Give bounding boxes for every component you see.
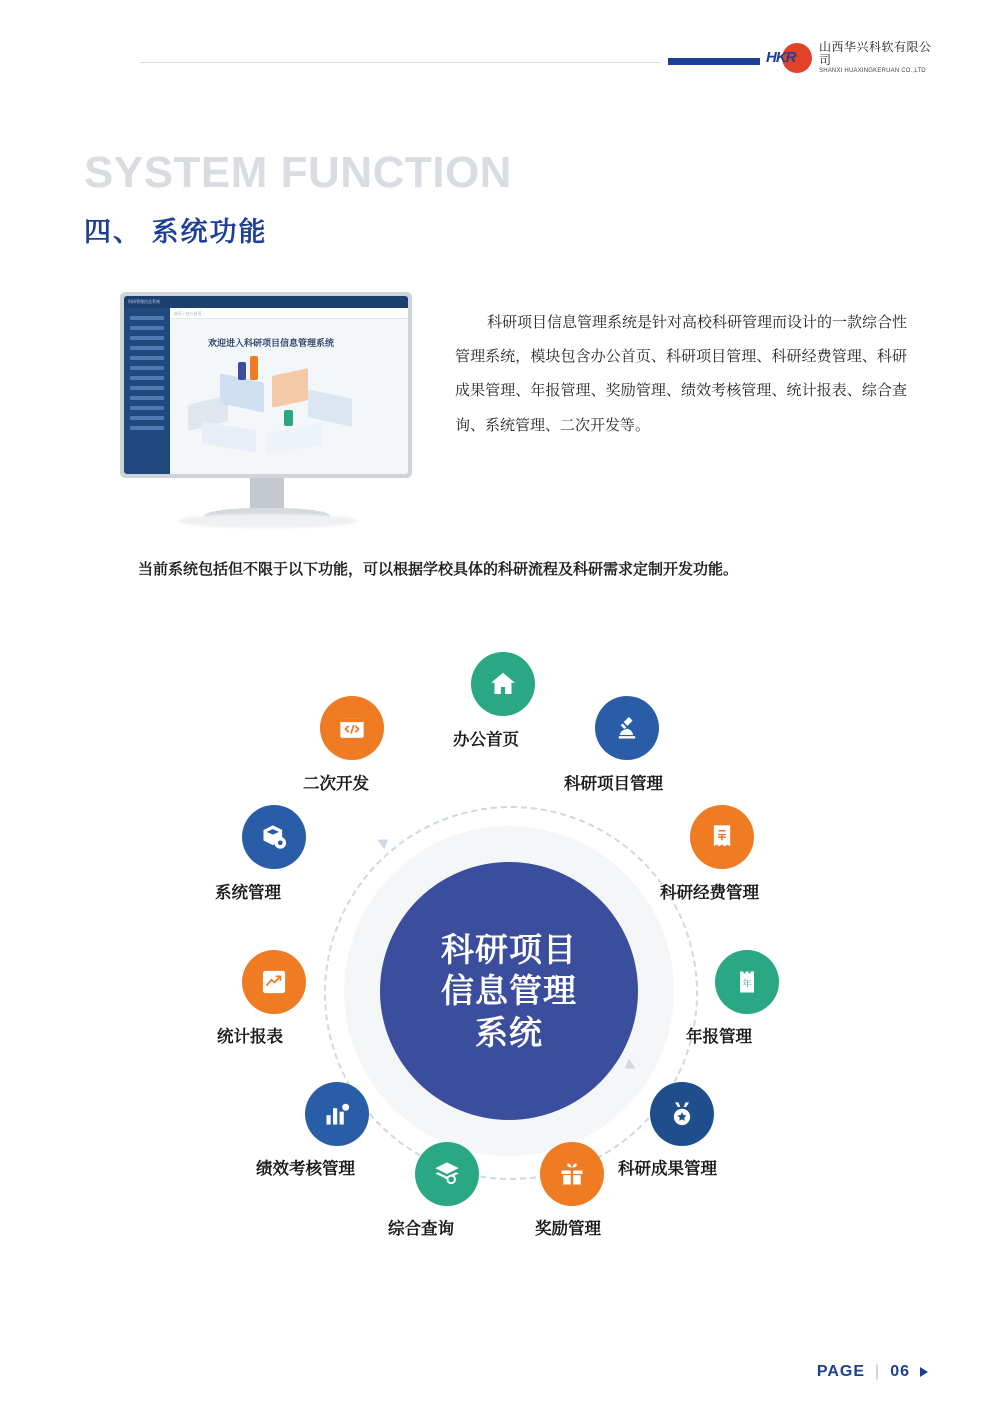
- monitor-stand-neck: [250, 478, 284, 512]
- app-breadcrumb-bar: [170, 308, 408, 319]
- node-label-5: 奖励管理: [535, 1220, 601, 1238]
- home-icon: [488, 669, 518, 699]
- intro-paragraph-text: 科研项目信息管理系统是针对高校科研管理而设计的一款综合性管理系统，模块包含办公首页、科研项目管理、科研经费管理、科研成果管理、年报管理、奖励管理、绩效考核管理、统计报表、综合查询、系统管理、二次开发等。: [455, 314, 908, 434]
- code-window-icon: [338, 714, 366, 742]
- logo-monogram: HKR: [766, 49, 796, 66]
- node-trend-chart-icon[interactable]: [242, 950, 306, 1014]
- svg-text:年: 年: [742, 978, 752, 990]
- node-label-0: 办公首页: [453, 731, 519, 749]
- note-paragraph: [138, 556, 898, 583]
- monitor-screen: [124, 296, 408, 474]
- monitor-mockup: [112, 292, 422, 532]
- core-line-2: 信息管理: [441, 972, 577, 1010]
- node-label-9: 系统管理: [215, 884, 281, 902]
- monitor-bezel: [120, 292, 412, 478]
- node-search-icon[interactable]: [415, 1142, 479, 1206]
- logo-mark-icon: [766, 43, 812, 73]
- app-welcome-title: 欢迎进入科研项目信息管理系统: [207, 338, 334, 348]
- app-top-bar: [124, 296, 408, 308]
- node-invoice-icon[interactable]: [690, 805, 754, 869]
- footer-arrow-icon: [920, 1367, 928, 1377]
- page-footer: [817, 1363, 928, 1381]
- diagram-core: [380, 862, 638, 1120]
- footer-separator: |: [875, 1363, 881, 1380]
- note-text: 当前系统包括但不限于以下功能，可以根据学校具体的科研流程及科研需求定制开发功能。: [138, 561, 739, 578]
- microscope-icon: [613, 714, 641, 742]
- node-medal-icon[interactable]: [650, 1082, 714, 1146]
- app-sidebar: [124, 308, 170, 474]
- node-calendar-icon[interactable]: [715, 950, 779, 1014]
- node-label-10: 二次开发: [303, 775, 369, 793]
- bar-chart-icon: [323, 1100, 351, 1128]
- trend-chart-icon: [260, 968, 288, 996]
- section-title-en: SYSTEM FUNCTION: [84, 148, 512, 197]
- node-home-icon[interactable]: [471, 652, 535, 716]
- app-illustration: [180, 354, 362, 460]
- footer-page-number: 06: [890, 1363, 910, 1380]
- node-microscope-icon[interactable]: [595, 696, 659, 760]
- node-label-3: 年报管理: [686, 1028, 752, 1046]
- node-label-8: 统计报表: [217, 1028, 283, 1046]
- section-title-cn: 四、 系统功能: [84, 217, 268, 247]
- layers-search-icon: [433, 1160, 461, 1188]
- core-label: [441, 929, 577, 1054]
- node-label-6: 综合查询: [388, 1220, 454, 1238]
- node-label-2: 科研经费管理: [660, 884, 759, 902]
- node-label-4: 科研成果管理: [618, 1160, 717, 1178]
- ring-arrow-left: [377, 835, 391, 850]
- function-wheel-diagram: [215, 630, 840, 1270]
- footer-page-label: PAGE: [816, 1363, 866, 1380]
- core-line-1: 科研项目: [441, 930, 577, 968]
- calendar-icon: [733, 968, 761, 996]
- company-name-en: SHANXI HUAXINGKERUAN CO.,LTD: [819, 68, 926, 75]
- app-top-bar-title: 科研管理信息系统: [128, 298, 160, 304]
- gift-icon: [558, 1160, 586, 1188]
- node-bar-chart-icon[interactable]: [305, 1082, 369, 1146]
- core-line-3: 系统: [475, 1013, 543, 1051]
- intro-paragraph: [455, 306, 907, 443]
- company-name-cn: 山西华兴科软有限公司: [819, 39, 932, 68]
- node-system-icon[interactable]: [242, 805, 306, 869]
- header-rule: [140, 62, 660, 63]
- cube-gear-icon: [260, 823, 288, 851]
- node-label-1: 科研项目管理: [564, 775, 663, 793]
- company-logo: [766, 40, 936, 76]
- invoice-yuan-icon: [708, 823, 736, 851]
- logo-text-block: [819, 41, 936, 76]
- node-code-icon[interactable]: [320, 696, 384, 760]
- monitor-shadow: [178, 514, 358, 528]
- node-gift-icon[interactable]: [540, 1142, 604, 1206]
- header-accent-bar: [668, 58, 760, 65]
- node-label-7: 绩效考核管理: [256, 1160, 355, 1178]
- app-breadcrumb: 首页 / 办公首页: [174, 310, 202, 316]
- page-header: [0, 0, 1000, 100]
- medal-icon: [668, 1100, 696, 1128]
